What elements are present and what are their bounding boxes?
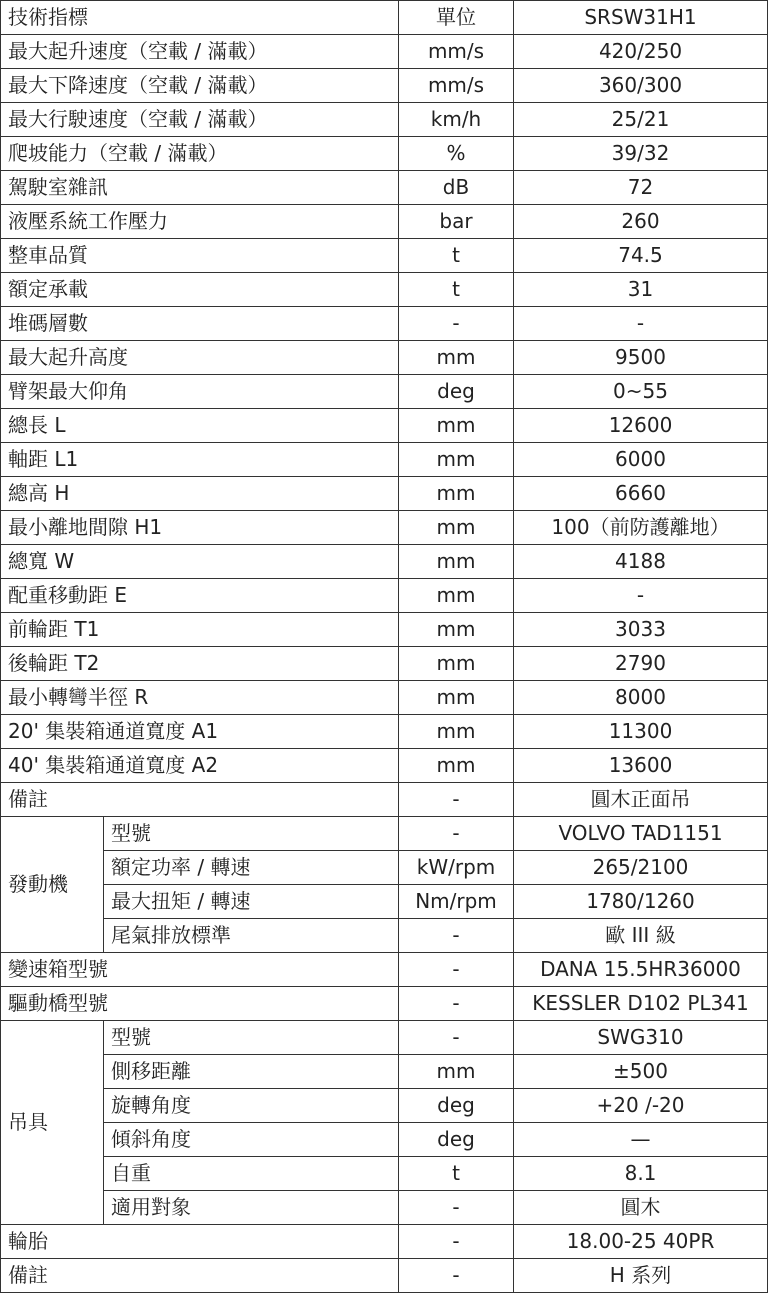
spec-name: 驅動橋型號 — [1, 987, 399, 1021]
table-row — [1, 69, 768, 103]
table-row — [1, 1225, 768, 1259]
spec-name: 堆碼層數 — [1, 307, 399, 341]
table-row — [1, 817, 768, 851]
spec-unit: - — [399, 817, 514, 851]
table-row — [1, 511, 768, 545]
table-row — [1, 953, 768, 987]
table-row — [1, 477, 768, 511]
spec-unit: mm — [399, 613, 514, 647]
spec-unit: % — [399, 137, 514, 171]
spec-value: KESSLER D102 PL341 — [514, 987, 768, 1021]
spec-unit: mm — [399, 443, 514, 477]
spec-value: 歐 III 級 — [514, 919, 768, 953]
header-name: 技術指標 — [1, 1, 399, 35]
table-row — [1, 1089, 768, 1123]
spec-name: 40' 集裝箱通道寬度 A2 — [1, 749, 399, 783]
spec-name: 適用對象 — [104, 1191, 399, 1225]
spec-unit: mm — [399, 647, 514, 681]
table-row — [1, 681, 768, 715]
spec-value: 3033 — [514, 613, 768, 647]
spec-unit: mm — [399, 511, 514, 545]
table-row — [1, 1123, 768, 1157]
header-value: SRSW31H1 — [514, 1, 768, 35]
spec-value: 圓木 — [514, 1191, 768, 1225]
spec-name: 額定功率 / 轉速 — [104, 851, 399, 885]
spec-unit: mm — [399, 681, 514, 715]
spec-name: 額定承載 — [1, 273, 399, 307]
spec-name: 駕駛室雜訊 — [1, 171, 399, 205]
spec-name: 整車品質 — [1, 239, 399, 273]
spec-value: 72 — [514, 171, 768, 205]
spec-name: 配重移動距 E — [1, 579, 399, 613]
spec-unit: mm/s — [399, 69, 514, 103]
table-row — [1, 749, 768, 783]
spec-name: 軸距 L1 — [1, 443, 399, 477]
spec-value: 39/32 — [514, 137, 768, 171]
spec-unit: mm — [399, 545, 514, 579]
spec-unit: t — [399, 239, 514, 273]
table-row — [1, 307, 768, 341]
spec-unit: - — [399, 783, 514, 817]
spec-value: 12600 — [514, 409, 768, 443]
table-row — [1, 443, 768, 477]
spec-value: 0~55 — [514, 375, 768, 409]
spec-name: 臂架最大仰角 — [1, 375, 399, 409]
spec-unit: Nm/rpm — [399, 885, 514, 919]
spec-value: SWG310 — [514, 1021, 768, 1055]
spec-unit: mm — [399, 409, 514, 443]
table-row — [1, 103, 768, 137]
spec-name: 後輪距 T2 — [1, 647, 399, 681]
table-row — [1, 647, 768, 681]
spec-value: 4188 — [514, 545, 768, 579]
spec-name: 輪胎 — [1, 1225, 399, 1259]
engine-group-label: 發動機 — [1, 817, 104, 953]
spec-unit: mm — [399, 341, 514, 375]
table-row — [1, 613, 768, 647]
spec-value: - — [514, 579, 768, 613]
table-row — [1, 205, 768, 239]
spec-unit: mm — [399, 579, 514, 613]
spec-unit: deg — [399, 1089, 514, 1123]
spec-value: 1780/1260 — [514, 885, 768, 919]
spec-name: 最大扭矩 / 轉速 — [104, 885, 399, 919]
spec-name: 自重 — [104, 1157, 399, 1191]
header-unit: 單位 — [399, 1, 514, 35]
spec-value: 圓木正面吊 — [514, 783, 768, 817]
table-row — [1, 715, 768, 749]
spec-name: 總高 H — [1, 477, 399, 511]
spec-unit: km/h — [399, 103, 514, 137]
spec-value: — — [514, 1123, 768, 1157]
table-row — [1, 375, 768, 409]
spec-unit: - — [399, 1225, 514, 1259]
table-row — [1, 919, 768, 953]
spec-value: 74.5 — [514, 239, 768, 273]
spec-unit: t — [399, 1157, 514, 1191]
spec-value: VOLVO TAD1151 — [514, 817, 768, 851]
spec-unit: - — [399, 1021, 514, 1055]
spec-unit: - — [399, 919, 514, 953]
spec-name: 變速箱型號 — [1, 953, 399, 987]
spec-value: 13600 — [514, 749, 768, 783]
spec-value: 18.00-25 40PR — [514, 1225, 768, 1259]
spec-name: 總寬 W — [1, 545, 399, 579]
spec-value: 6660 — [514, 477, 768, 511]
spec-name: 最小轉彎半徑 R — [1, 681, 399, 715]
table-row — [1, 987, 768, 1021]
spec-name: 最小離地間隙 H1 — [1, 511, 399, 545]
table-row — [1, 783, 768, 817]
spec-unit: - — [399, 1191, 514, 1225]
spec-value: 260 — [514, 205, 768, 239]
table-row — [1, 851, 768, 885]
spec-name: 20' 集裝箱通道寬度 A1 — [1, 715, 399, 749]
table-row — [1, 1021, 768, 1055]
spec-unit: - — [399, 307, 514, 341]
table-row — [1, 137, 768, 171]
spec-unit: bar — [399, 205, 514, 239]
spec-unit: deg — [399, 375, 514, 409]
spec-unit: dB — [399, 171, 514, 205]
spec-unit: deg — [399, 1123, 514, 1157]
spreader-group-label: 吊具 — [1, 1021, 104, 1225]
spec-name: 最大行駛速度（空載 / 滿載） — [1, 103, 399, 137]
spec-name: 爬坡能力（空載 / 滿載） — [1, 137, 399, 171]
spec-name: 型號 — [104, 1021, 399, 1055]
spec-name: 傾斜角度 — [104, 1123, 399, 1157]
spec-unit: - — [399, 953, 514, 987]
spec-name: 最大起升速度（空載 / 滿載） — [1, 35, 399, 69]
spec-name: 旋轉角度 — [104, 1089, 399, 1123]
spec-unit: - — [399, 1259, 514, 1293]
spec-value: - — [514, 307, 768, 341]
table-row — [1, 579, 768, 613]
spec-value: 31 — [514, 273, 768, 307]
spec-value: DANA 15.5HR36000 — [514, 953, 768, 987]
spec-value: 8.1 — [514, 1157, 768, 1191]
table-row — [1, 1259, 768, 1293]
spec-name: 最大下降速度（空載 / 滿載） — [1, 69, 399, 103]
spec-value: H 系列 — [514, 1259, 768, 1293]
table-row — [1, 885, 768, 919]
spec-value: 265/2100 — [514, 851, 768, 885]
spec-value: 9500 — [514, 341, 768, 375]
spec-unit: mm — [399, 1055, 514, 1089]
spec-name: 總長 L — [1, 409, 399, 443]
spec-unit: mm — [399, 477, 514, 511]
spec-unit: - — [399, 987, 514, 1021]
spec-name: 前輪距 T1 — [1, 613, 399, 647]
spec-name: 最大起升高度 — [1, 341, 399, 375]
table-row — [1, 1157, 768, 1191]
table-row — [1, 239, 768, 273]
header-row — [1, 1, 768, 35]
spec-unit: mm/s — [399, 35, 514, 69]
table-row — [1, 1055, 768, 1089]
spec-name: 備註 — [1, 1259, 399, 1293]
table-row — [1, 35, 768, 69]
spec-value: +20 /-20 — [514, 1089, 768, 1123]
spec-unit: t — [399, 273, 514, 307]
spec-value: 25/21 — [514, 103, 768, 137]
spec-name: 液壓系統工作壓力 — [1, 205, 399, 239]
table-row — [1, 273, 768, 307]
spec-value: 420/250 — [514, 35, 768, 69]
table-row — [1, 409, 768, 443]
spec-name: 側移距離 — [104, 1055, 399, 1089]
spec-name: 尾氣排放標準 — [104, 919, 399, 953]
spec-name: 備註 — [1, 783, 399, 817]
table-row — [1, 171, 768, 205]
spec-value: 2790 — [514, 647, 768, 681]
spec-value: 100（前防護離地） — [514, 511, 768, 545]
table-row — [1, 1191, 768, 1225]
spec-value: 8000 — [514, 681, 768, 715]
spec-unit: kW/rpm — [399, 851, 514, 885]
spec-name: 型號 — [104, 817, 399, 851]
spec-value: 6000 — [514, 443, 768, 477]
table-row — [1, 341, 768, 375]
table-row — [1, 545, 768, 579]
spec-unit: mm — [399, 715, 514, 749]
spec-value: ±500 — [514, 1055, 768, 1089]
spec-value: 360/300 — [514, 69, 768, 103]
spec-unit: mm — [399, 749, 514, 783]
spec-value: 11300 — [514, 715, 768, 749]
